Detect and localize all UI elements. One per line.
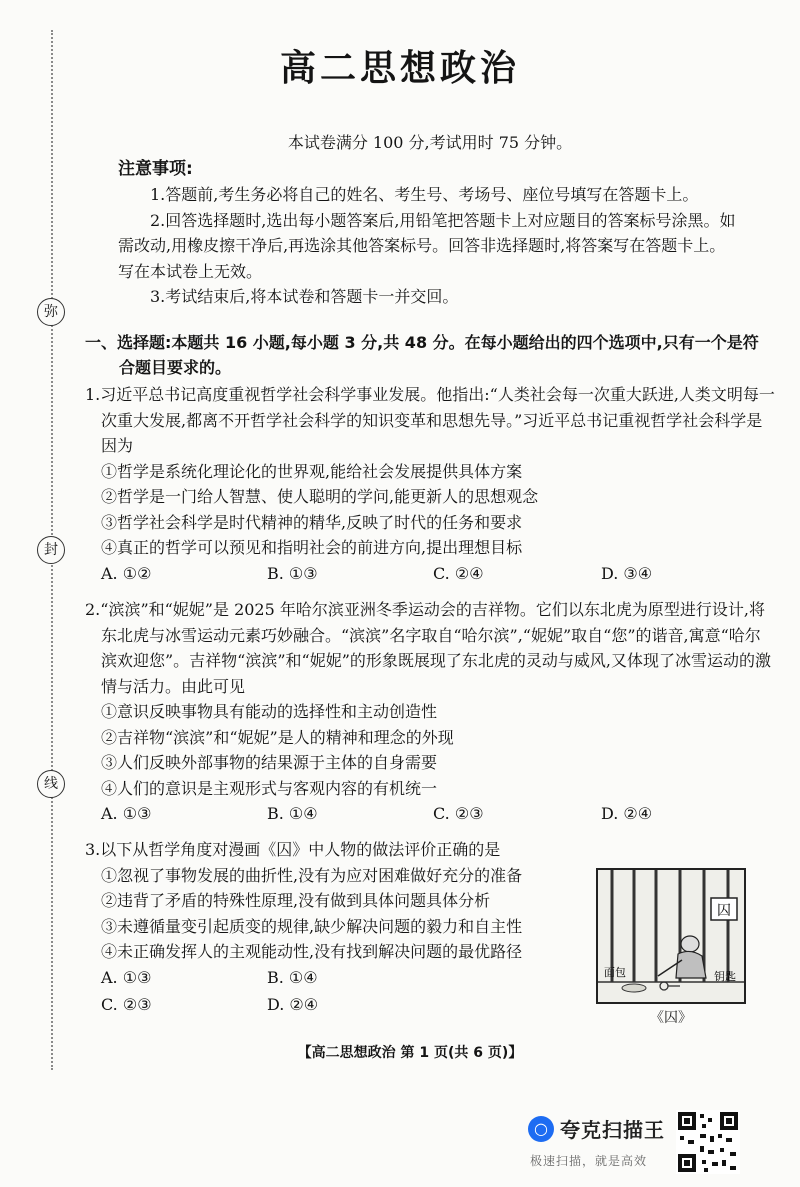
- notice-item: 2.回答选择题时,选出每小题答案后,用铅笔把答题卡上对应题目的答案标号涂黑。如需改动,用橡皮擦干净后,再选涂其他答案标号。回答非选择题时,将答案写在答题卡上。写在本试卷上无效。: [118, 210, 736, 281]
- seal-char-mi: 弥: [37, 298, 65, 326]
- choice-a: A. ①②: [101, 563, 152, 583]
- question-2: [85, 597, 775, 828]
- statement: ④未正确发挥人的主观能动性,没有找到解决问题的最优路径: [101, 942, 523, 961]
- statement: ③人们反映外部事物的结果源于主体的自身需要: [101, 753, 438, 772]
- qr-code-icon: [676, 1110, 740, 1174]
- choice-c: C. ②④: [433, 563, 484, 583]
- choice-b: B. ①③: [267, 563, 318, 583]
- scanner-watermark: [526, 1112, 686, 1172]
- section-heading-line1: 一、选择题:本题共 16 小题,每小题 3 分,共 48 分。在每小题给出的四个选项中,只有一个是符: [85, 333, 759, 352]
- choice-d: D. ②④: [267, 994, 319, 1014]
- notice-item: 1.答题前,考生务必将自己的姓名、考生号、考场号、座位号填写在答题卡上。: [150, 185, 699, 204]
- statement: ①忽视了事物发展的曲折性,没有为应对困难做好充分的准备: [101, 865, 523, 885]
- brand-slogan: 极速扫描，就是高效: [530, 1154, 648, 1168]
- question-3: [85, 837, 585, 1019]
- choice-d: D. ③④: [601, 563, 653, 583]
- seal-char-feng: 封: [37, 536, 65, 564]
- choice-a: A. ①③: [101, 804, 152, 823]
- notice-block: [118, 182, 738, 310]
- comic-caption: 《囚》: [650, 1010, 692, 1026]
- statement: ④人们的意识是主观形式与客观内容的有机统一: [101, 778, 438, 798]
- bread-label: 面包: [604, 966, 626, 979]
- choice-c: C. ②③: [101, 994, 152, 1014]
- choice-row: [101, 965, 585, 992]
- choice-b: B. ①④: [267, 804, 318, 823]
- statement: ②违背了矛盾的特殊性原理,没有做到具体问题具体分析: [101, 891, 491, 910]
- seal-char-xian: 线: [37, 770, 65, 798]
- section-heading: [85, 330, 765, 380]
- statement: ③未遵循量变引起质变的规律,缺少解决问题的毅力和自主性: [101, 916, 523, 936]
- statement: ②哲学是一门给人智慧、使人聪明的学问,能更新人的思想观念: [101, 487, 539, 506]
- notice-item: 3.考试结束后,将本试卷和答题卡一并交回。: [150, 287, 459, 306]
- choice-b: B. ①④: [267, 967, 318, 987]
- exam-info: 本试卷满分 100 分,考试用时 75 分钟。: [287, 133, 573, 152]
- cell-sign-text: 囚: [717, 903, 731, 919]
- choice-a: A. ①③: [101, 967, 152, 987]
- statement: ④真正的哲学可以预见和指明社会的前进方向,提出理想目标: [101, 538, 523, 557]
- choice-row: [101, 992, 585, 1019]
- prisoner-comic: [596, 868, 746, 1004]
- notice-heading: 注意事项:: [118, 159, 193, 179]
- statement: ①意识反映事物具有能动的选择性和主动创造性: [101, 702, 438, 721]
- choice-row: [101, 801, 775, 828]
- question-stem: 2.“滨滨”和“妮妮”是 2025 年哈尔滨亚洲冬季运动会的吉祥物。它们以东北虎为原型进行设计,将东北虎与冰雪运动元素巧妙融合。“滨滨”名字取自“哈尔滨”,“妮妮”取自“您”的谐音,寓意“哈尔滨欢迎您”。吉祥物“滨滨”和“妮妮”的形象既展现了东北虎的灵动与威风,又体现了冰雪运动的激情与活力。由此可见: [85, 600, 771, 696]
- section-heading-line2: 合题目要求的。: [119, 358, 232, 377]
- question-1: [85, 382, 775, 588]
- choice-row: [101, 561, 775, 588]
- page-title: 高二思想政治: [279, 48, 520, 89]
- question-stem: 3.以下从哲学角度对漫画《囚》中人物的做法评价正确的是: [85, 840, 501, 859]
- question-stem: 1.习近平总书记高度重视哲学社会科学事业发展。他指出:“人类社会每一次重大跃进,人类文明每一次重大发展,都离不开哲学社会科学的知识变革和思想先导。”习近平总书记重视哲学社会科学是因为: [85, 385, 775, 455]
- choice-c: C. ②③: [433, 804, 484, 823]
- page-footer: 【高二思想政治 第 1 页(共 6 页)】: [297, 1045, 523, 1061]
- statement: ③哲学社会科学是时代精神的精华,反映了时代的任务和要求: [101, 512, 523, 532]
- statement: ②吉祥物“滨滨”和“妮妮”是人的精神和理念的外现: [101, 727, 454, 747]
- prisoner-comic-drawing: [598, 870, 744, 1002]
- brand-name: 夸克扫描王: [560, 1118, 665, 1142]
- statement: ①哲学是系统化理论化的世界观,能给社会发展提供具体方案: [101, 461, 523, 481]
- quark-logo-icon: ○: [528, 1116, 554, 1142]
- choice-d: D. ②④: [601, 804, 653, 823]
- key-label: 钥匙: [714, 970, 736, 983]
